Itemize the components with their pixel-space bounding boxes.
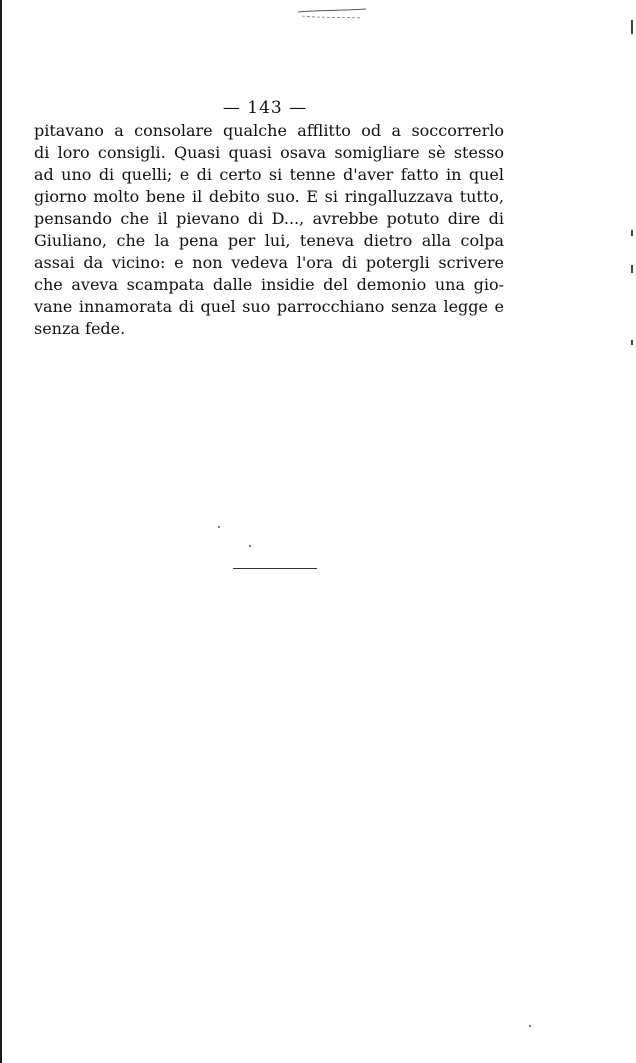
edge-mark xyxy=(631,230,633,236)
body-text xyxy=(34,120,504,340)
edge-mark xyxy=(631,340,633,345)
text-line-7: assai da vicino: e non vedeva l'ora di potergli scrivere xyxy=(34,253,504,272)
page-edge-shadow xyxy=(0,0,2,1063)
text-line-8: che aveva scampata dalle insidie del demonio una gio- xyxy=(34,275,504,294)
text-line-2: di loro consigli. Quasi quasi osava somigliare sè stesso xyxy=(34,143,504,162)
text-line-4: giorno molto bene il debito suo. E si ringalluzzava tutto, xyxy=(34,187,504,206)
text-line-9: vane innamorata di quel suo parrocchiano senza legge e xyxy=(34,297,504,316)
end-rule xyxy=(233,568,317,569)
top-ink-smudge xyxy=(296,6,368,20)
edge-mark xyxy=(631,265,633,273)
page-number: — 143 — xyxy=(222,98,308,118)
text-line-6: Giuliano, che la pena per lui, teneva dietro alla colpa xyxy=(34,231,504,250)
text-line-10: senza fede. xyxy=(34,319,126,338)
ink-speck xyxy=(529,1025,531,1027)
text-line-5: pensando che il pievano di D..., avrebbe potuto dire di xyxy=(34,209,504,228)
ink-speck xyxy=(218,526,220,528)
text-line-1: pitavano a consolare qualche afflitto od a soccorrerlo xyxy=(34,121,504,140)
ink-speck xyxy=(249,545,251,547)
edge-mark xyxy=(631,20,633,34)
text-line-3: ad uno di quelli; e di certo si tenne d'aver fatto in quel xyxy=(34,165,504,184)
